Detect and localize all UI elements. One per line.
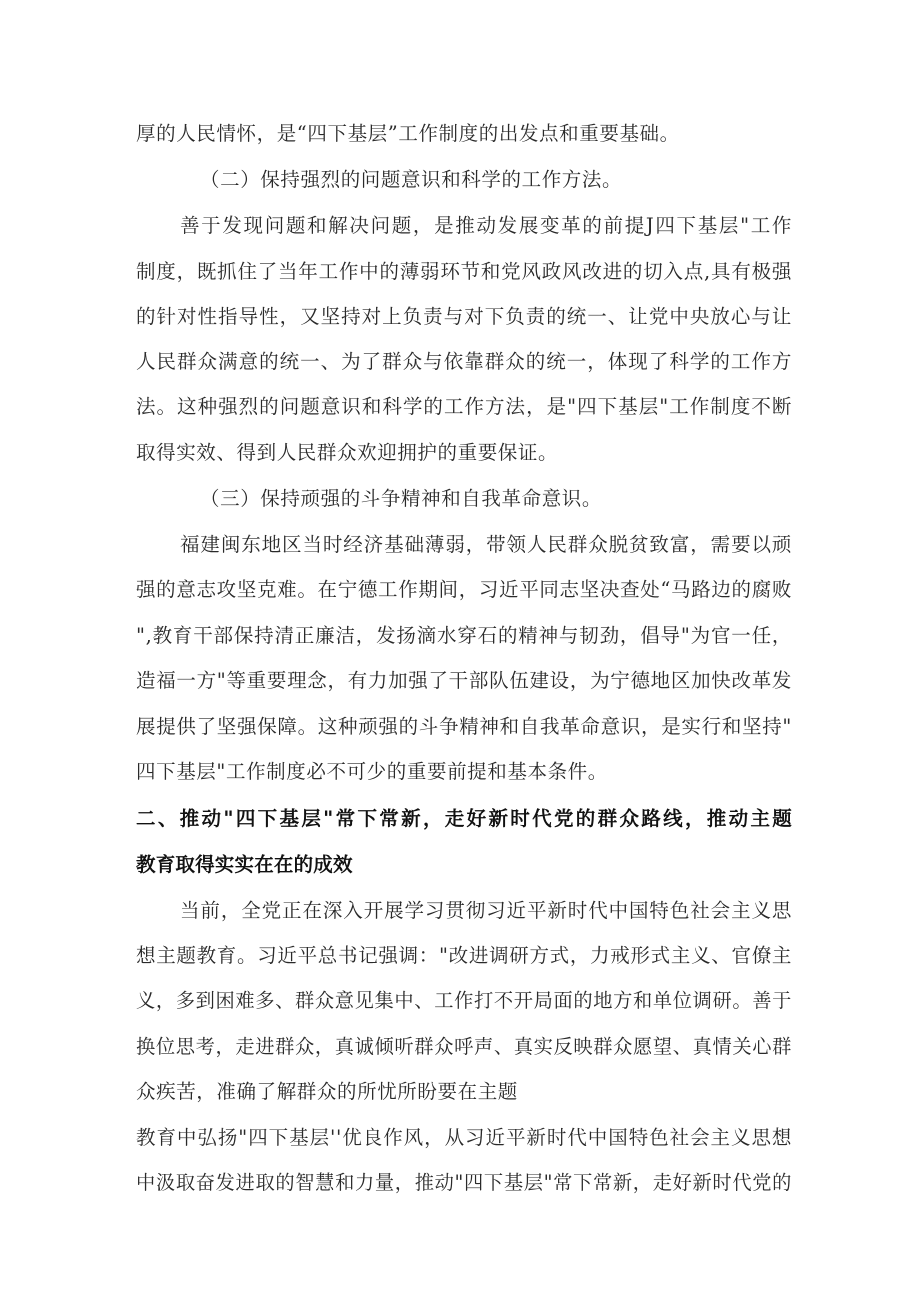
paragraph-line: ",教育干部保持清正廉洁，发扬滴水穿石的精神与韧劲，倡导"为官一任， [136,624,792,647]
paragraph-line: 当前，全党正在深入开展学习贯彻习近平新时代中国特色社会主义思 [180,899,792,922]
paragraph-line: 强的意志攻坚克难。在宁德工作期间，习近平同志坚决查处“马路边的腐败 [136,578,792,601]
paragraph-line: 中汲取奋发进取的智慧和力量，推动"四下基层"常下常新，走好新时代党的 [136,1171,792,1194]
subsection-heading: （二）保持强烈的问题意识和科学的工作方法。 [200,168,623,191]
section-heading: 教育取得实实在在的成效 [136,853,353,876]
paragraph-line: 换位思考，走进群众，真诚倾听群众呼声、真实反映群众愿望、真情关心群 [136,1035,792,1058]
paragraph-line: 造福一方"等重要理念，有力加强了干部队伍建设，为宁德地区加快改革发 [136,669,792,692]
paragraph-line: 法。这种强烈的问题意识和科学的工作方法，是"四下基层"工作制度不断 [136,395,792,418]
paragraph-line: 众疾苦，准确了解群众的所忧所盼要在主题 [136,1080,518,1103]
section-heading: 二、推动"四下基层"常下常新，走好新时代党的群众路线，推动主题 [136,807,792,830]
paragraph-line: 展提供了坚强保障。这种顽强的斗争精神和自我革命意识，是实行和坚持" [136,715,792,738]
paragraph-line: 四下基层"工作制度必不可少的重要前提和基本条件。 [136,760,608,783]
paragraph-line: 厚的人民情怀，是“四下基层”工作制度的出发点和重要基础。 [136,122,680,145]
subsection-heading: （三）保持顽强的斗争精神和自我革命意识。 [200,487,603,510]
paragraph-line: 人民群众满意的统一、为了群众与依靠群众的统一，体现了科学的工作方 [136,350,792,373]
paragraph-line: 善于发现问题和解决问题，是推动发展变革的前提J四下基层"工作 [180,214,792,237]
paragraph-line: 想主题教育。习近平总书记强调："改进调研方式，力戒形式主义、官僚主 [136,944,792,967]
paragraph-line: 取得实效、得到人民群众欢迎拥护的重要保证。 [136,441,559,464]
paragraph-line: 教育中弘扬"四下基层''优良作风，从习近平新时代中国特色社会主义思想 [136,1126,792,1149]
paragraph-line: 福建闽东地区当时经济基础薄弱，带领人民群众脱贫致富，需要以顽 [180,533,792,556]
paragraph-line: 制度，既抓住了当年工作中的薄弱环节和党风政风改进的切入点,具有极强 [136,260,792,283]
paragraph-line: 义，多到困难多、群众意见集中、工作打不开局面的地方和单位调研。善于 [136,989,792,1012]
paragraph-line: 的针对性指导性，又坚持对上负责与对下负责的统一、让党中央放心与让 [136,305,792,328]
